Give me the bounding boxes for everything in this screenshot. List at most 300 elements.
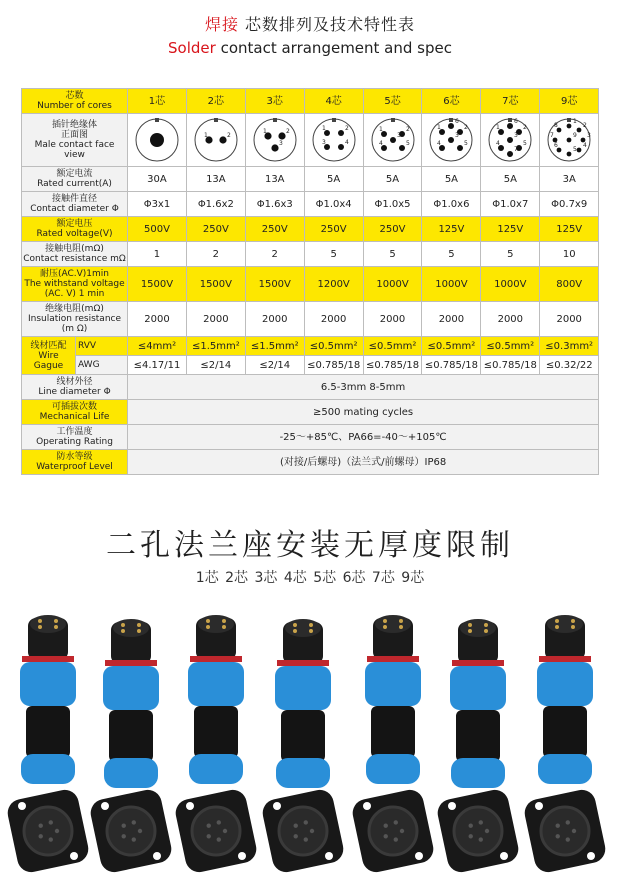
pin-dot — [399, 145, 405, 151]
pin-contact — [222, 619, 226, 623]
cell-insulation-4: 2000 — [304, 302, 363, 337]
cell-insulation-1: 2000 — [128, 302, 187, 337]
blue-rear-nut — [538, 754, 592, 784]
row-label-face_label — [22, 114, 128, 167]
blue-rear-nut — [451, 758, 505, 788]
pin-number: 9 — [573, 132, 578, 139]
socket-hole — [304, 837, 308, 841]
cell-voltage-4: 250V — [304, 217, 363, 242]
pin-dot — [507, 123, 513, 129]
pin-number: 7 — [550, 132, 555, 139]
label-line: 耐压(AC.V)1min — [39, 269, 110, 279]
pin-number: 6 — [554, 142, 559, 149]
socket-hole — [138, 829, 142, 833]
cell-current-2: 13A — [186, 167, 245, 192]
blue-rear-nut — [104, 758, 158, 788]
pin-contact — [468, 629, 472, 633]
title-cn — [0, 14, 620, 36]
pin-dot — [507, 137, 513, 143]
pin-number: 8 — [554, 122, 559, 129]
cores-line: 1芯 2芯 3芯 4芯 5芯 6芯 7芯 9芯 — [195, 570, 425, 586]
pin-layout-2 — [193, 117, 239, 163]
pin-number: 3 — [455, 132, 460, 139]
pin-contact — [293, 623, 297, 627]
pin-contact — [38, 625, 42, 629]
red-seal-ring — [539, 656, 591, 662]
label-line: 防水等级 — [56, 452, 93, 462]
cell-rvv-2: ≤1.5mm² — [186, 337, 245, 356]
socket-hole — [304, 820, 308, 824]
socket-hole — [310, 829, 314, 833]
pin-number: 5 — [464, 140, 469, 147]
pin-contact — [555, 625, 559, 629]
pin-contact — [468, 623, 472, 627]
red-seal-ring — [190, 656, 242, 662]
label-line: Rated current(A) — [37, 179, 112, 189]
pin-number: 6 — [514, 118, 519, 125]
label-line: The withstand voltage — [24, 279, 125, 289]
cell-withstand-8: 800V — [540, 267, 599, 302]
mount-hole — [70, 852, 78, 860]
pin-number: 2 — [226, 132, 231, 139]
cell-rvv-1: ≤4mm² — [128, 337, 187, 356]
socket-hole — [394, 837, 398, 841]
pin-dot — [567, 152, 572, 157]
blue-coupling-nut — [188, 662, 244, 706]
face-view-4 — [304, 114, 363, 167]
blue-coupling-nut — [537, 662, 593, 706]
face-view-8 — [540, 114, 599, 167]
cell-withstand-1: 1500V — [128, 267, 187, 302]
cell-withstand-2: 1500V — [186, 267, 245, 302]
pin-dot — [271, 144, 278, 151]
label-line: Wire — [38, 350, 59, 361]
pin-dot — [448, 137, 454, 143]
face-view-7 — [481, 114, 540, 167]
pin-contact — [309, 623, 313, 627]
socket-face — [24, 807, 72, 855]
label-line: 绝缘电阻(mΩ) — [45, 304, 104, 314]
blue-rear-nut — [21, 754, 75, 784]
cell-cores-7: 7芯 — [481, 89, 540, 114]
row-label-withstand_label — [22, 267, 128, 302]
cell-cores-1: 1芯 — [128, 89, 187, 114]
cell-rvv-7: ≤0.5mm² — [481, 337, 540, 356]
pin-contact — [222, 625, 226, 629]
pin-contact — [206, 625, 210, 629]
cell-voltage-6: 125V — [422, 217, 481, 242]
socket-hole — [207, 834, 211, 838]
socket-hole — [294, 824, 298, 828]
pin-contact — [383, 619, 387, 623]
row-rvv — [22, 337, 599, 356]
pin-dot — [567, 124, 572, 129]
pin-contact — [399, 619, 403, 623]
cell-insulation-6: 2000 — [422, 302, 481, 337]
cell-insulation-7: 2000 — [481, 302, 540, 337]
cell-resistance-6: 5 — [422, 242, 481, 267]
cell-resistance-5: 5 — [363, 242, 422, 267]
cell-withstand-5: 1000V — [363, 267, 422, 302]
cell-awg-1: ≤4.17/11 — [128, 356, 187, 375]
cell-rvv-6: ≤0.5mm² — [422, 337, 481, 356]
socket-hole — [217, 837, 221, 841]
pin-contact — [293, 629, 297, 633]
red-seal-ring — [22, 656, 74, 662]
pin-number: 1 — [203, 132, 208, 139]
pin-number: 3 — [514, 132, 519, 139]
rvv-label: RVV — [76, 337, 128, 356]
pin-number: 2 — [523, 124, 528, 131]
key-notch — [155, 118, 159, 122]
cell-diameter-3: Φ1.6x3 — [245, 192, 304, 217]
pin-dot — [577, 148, 582, 153]
socket-hole — [132, 837, 136, 841]
cell-awg-2: ≤2/14 — [186, 356, 245, 375]
label-line: 芯数 — [65, 91, 84, 101]
title-en — [0, 38, 620, 58]
cell-current-7: 5A — [481, 167, 540, 192]
cell-diameter-6: Φ1.0x6 — [422, 192, 481, 217]
black-body — [109, 710, 153, 762]
socket-hole — [479, 820, 483, 824]
pin-layout-6 — [428, 117, 474, 163]
plug-connector-5 — [350, 615, 436, 875]
key-notch — [273, 118, 277, 122]
socket-hole — [39, 824, 43, 828]
cell-waterproof_value: (对接/后螺母)（法兰式/前螺母）IP68 — [128, 450, 599, 475]
socket-hole — [479, 837, 483, 841]
pin-contact — [137, 623, 141, 627]
cell-cores-6: 6芯 — [422, 89, 481, 114]
pin-number: 4 — [583, 142, 588, 149]
label-line: Mechanical Life — [39, 412, 110, 422]
cell-withstand-3: 1500V — [245, 267, 304, 302]
cell-resistance-1: 1 — [128, 242, 187, 267]
socket-hole — [566, 837, 570, 841]
label-line: Insulation resistance — [27, 314, 122, 324]
socket-hole — [49, 820, 53, 824]
red-seal-ring — [105, 660, 157, 666]
plug-face — [285, 619, 321, 637]
cell-awg-7: ≤0.785/18 — [481, 356, 540, 375]
row-mech_value — [22, 400, 599, 425]
red-seal-ring — [277, 660, 329, 666]
pin-contact — [484, 623, 488, 627]
pin-number: 2 — [344, 125, 349, 132]
cell-diameter-5: Φ1.0x5 — [363, 192, 422, 217]
black-body — [26, 706, 70, 758]
socket-hole — [384, 834, 388, 838]
pin-number: 3 — [278, 140, 283, 147]
pin-contact — [399, 625, 403, 629]
mount-hole — [500, 852, 508, 860]
label-line: 额定电流 — [56, 169, 93, 179]
row-diameter — [22, 192, 599, 217]
label-line: Number of cores — [37, 101, 112, 111]
socket-hole — [207, 824, 211, 828]
key-notch — [567, 118, 571, 122]
pin-number: 4 — [437, 140, 442, 147]
spec-table — [21, 88, 599, 475]
cell-current-3: 13A — [245, 167, 304, 192]
cell-diameter-4: Φ1.0x4 — [304, 192, 363, 217]
row-withstand — [22, 267, 599, 302]
pin-dot — [150, 133, 164, 147]
mount-hole — [153, 852, 161, 860]
label-line: Contact diameter Φ — [30, 204, 119, 214]
cell-cores-4: 4芯 — [304, 89, 363, 114]
pin-contact — [137, 629, 141, 633]
blue-rear-nut — [366, 754, 420, 784]
cell-current-1: 30A — [128, 167, 187, 192]
pin-number: 1 — [573, 118, 578, 125]
face-view-3 — [245, 114, 304, 167]
cell-voltage-1: 500V — [128, 217, 187, 242]
row-label-line_dia_label — [22, 375, 128, 400]
pin-number: 1 — [262, 128, 267, 135]
mount-hole — [18, 802, 26, 810]
socket-hole — [485, 829, 489, 833]
label-line: Operating Rating — [36, 437, 113, 447]
pin-number: 4 — [496, 140, 501, 147]
plug-face — [547, 615, 583, 633]
row-label-resistance_label — [22, 242, 128, 267]
socket-hole — [55, 829, 59, 833]
label-line: 接触电阻(mΩ) — [45, 244, 104, 254]
pin-number: 2 — [464, 124, 469, 131]
cell-cores-5: 5芯 — [363, 89, 422, 114]
pin-contact — [121, 623, 125, 627]
key-notch — [508, 118, 512, 122]
plug-face — [198, 615, 234, 633]
pin-dot — [448, 123, 454, 129]
socket-hole — [122, 834, 126, 838]
pin-contact — [571, 619, 575, 623]
slogan: 二孔法兰座安装无厚度限制 — [106, 528, 514, 563]
pin-dot — [507, 151, 513, 157]
cell-awg-8: ≤0.32/22 — [540, 356, 599, 375]
cell-voltage-5: 250V — [363, 217, 422, 242]
socket-hole — [294, 834, 298, 838]
header — [0, 14, 620, 58]
pin-layout-8 — [546, 117, 592, 163]
label-line: Rated voltage(V) — [36, 229, 113, 239]
socket-face — [192, 807, 240, 855]
mount-hole — [325, 852, 333, 860]
pin-number: 2 — [285, 128, 290, 135]
label-line: Gague — [33, 360, 64, 371]
plug-connector-4 — [260, 619, 346, 875]
row-label-temp_label — [22, 425, 128, 450]
cell-insulation-3: 2000 — [245, 302, 304, 337]
cell-current-4: 5A — [304, 167, 363, 192]
pin-number: 4 — [378, 140, 383, 147]
row-cores — [22, 89, 599, 114]
label-line: 插针绝缘体 — [52, 120, 98, 130]
row-label-wire — [22, 337, 76, 375]
pin-dot — [278, 132, 285, 139]
socket-face — [107, 807, 155, 855]
cell-withstand-6: 1000V — [422, 267, 481, 302]
row-label-insulation_label — [22, 302, 128, 337]
socket-face — [369, 807, 417, 855]
pin-contact — [484, 629, 488, 633]
plug-face — [113, 619, 149, 637]
pin-contact — [121, 629, 125, 633]
pin-number: 3 — [321, 139, 326, 146]
socket-hole — [572, 829, 576, 833]
pin-dot — [577, 128, 582, 133]
pin-layout-1 — [134, 117, 180, 163]
socket-hole — [384, 824, 388, 828]
row-line_dia_value — [22, 375, 599, 400]
insulator-outline — [195, 119, 237, 161]
title-cn-highlight: 焊接 — [204, 15, 239, 34]
socket-face — [541, 807, 589, 855]
cell-cores-3: 3芯 — [245, 89, 304, 114]
face-view-1 — [128, 114, 187, 167]
black-body — [194, 706, 238, 758]
face-view-5 — [363, 114, 422, 167]
cell-resistance-4: 5 — [304, 242, 363, 267]
red-seal-ring — [367, 656, 419, 662]
pin-number: 1 — [496, 124, 501, 131]
row-label-current_label — [22, 167, 128, 192]
pin-number: 4 — [344, 139, 349, 146]
mount-hole — [101, 802, 109, 810]
socket-hole — [39, 834, 43, 838]
socket-hole — [49, 837, 53, 841]
cell-resistance-2: 2 — [186, 242, 245, 267]
pin-number: 5 — [523, 140, 528, 147]
blue-coupling-nut — [103, 666, 159, 710]
cell-line_dia_value: 6.5-3mm 8-5mm — [128, 375, 599, 400]
label-line: Waterproof Level — [36, 462, 113, 472]
mount-hole — [535, 802, 543, 810]
mount-hole — [587, 852, 595, 860]
cell-diameter-7: Φ1.0x7 — [481, 192, 540, 217]
pin-dot — [219, 136, 226, 143]
cell-insulation-8: 2000 — [540, 302, 599, 337]
pin-number: 3 — [587, 132, 592, 139]
pin-number: 2 — [405, 126, 410, 133]
pin-dot — [338, 130, 344, 136]
label-line: 线材外径 — [56, 377, 93, 387]
cell-withstand-4: 1200V — [304, 267, 363, 302]
label-line: Male contact face — [34, 140, 115, 150]
pin-contact — [206, 619, 210, 623]
row-label-diameter_label — [22, 192, 128, 217]
label-line: 可插拔次数 — [52, 402, 98, 412]
cell-mech_value: ≥500 mating cycles — [128, 400, 599, 425]
pin-layout-7 — [487, 117, 533, 163]
label-line: 工作温度 — [56, 427, 93, 437]
cell-diameter-8: Φ0.7x9 — [540, 192, 599, 217]
pin-dot — [567, 138, 572, 143]
pin-dot — [338, 144, 344, 150]
plug-connector-6 — [435, 619, 521, 875]
cell-insulation-2: 2000 — [186, 302, 245, 337]
cell-temp_value: -25～+85℃、PA66=-40～+105℃ — [128, 425, 599, 450]
plug-connector-3 — [173, 615, 259, 875]
pin-dot — [457, 145, 463, 151]
pin-layout-4 — [311, 117, 357, 163]
plug-connector-7 — [522, 615, 608, 875]
cell-awg-3: ≤2/14 — [245, 356, 304, 375]
socket-hole — [394, 820, 398, 824]
row-voltage — [22, 217, 599, 242]
row-resistance — [22, 242, 599, 267]
plug-connector-2 — [88, 619, 174, 875]
cell-voltage-3: 250V — [245, 217, 304, 242]
pin-number: 6 — [455, 118, 460, 125]
row-label-mech_label — [22, 400, 128, 425]
cell-current-8: 3A — [540, 167, 599, 192]
plug-face — [30, 615, 66, 633]
awg-label: AWG — [76, 356, 128, 375]
product-photo — [0, 604, 620, 894]
blue-rear-nut — [276, 758, 330, 788]
title-en-highlight: Solder — [168, 39, 216, 57]
cell-cores-8: 9芯 — [540, 89, 599, 114]
socket-hole — [132, 820, 136, 824]
blue-coupling-nut — [365, 662, 421, 706]
cell-rvv-4: ≤0.5mm² — [304, 337, 363, 356]
cell-rvv-5: ≤0.5mm² — [363, 337, 422, 356]
mount-hole — [273, 802, 281, 810]
pin-dot — [390, 137, 396, 143]
cell-awg-4: ≤0.785/18 — [304, 356, 363, 375]
pin-contact — [555, 619, 559, 623]
socket-hole — [566, 820, 570, 824]
pin-number: 5 — [573, 146, 578, 153]
cell-resistance-8: 10 — [540, 242, 599, 267]
blue-coupling-nut — [450, 666, 506, 710]
cell-voltage-7: 125V — [481, 217, 540, 242]
cell-resistance-7: 5 — [481, 242, 540, 267]
pin-layout-3 — [252, 117, 298, 163]
black-body — [371, 706, 415, 758]
label-line: 线材匹配 — [30, 340, 67, 351]
cell-rvv-3: ≤1.5mm² — [245, 337, 304, 356]
pin-number: 1 — [321, 125, 326, 132]
label-line: 接触件直径 — [52, 194, 98, 204]
socket-hole — [469, 834, 473, 838]
row-current — [22, 167, 599, 192]
pin-layout-5 — [370, 117, 416, 163]
socket-hole — [556, 824, 560, 828]
title-cn-rest: 芯数排列及技术特性表 — [245, 15, 416, 34]
row-face — [22, 114, 599, 167]
pin-number: 7 — [514, 146, 519, 153]
cell-rvv-8: ≤0.3mm² — [540, 337, 599, 356]
mount-hole — [415, 852, 423, 860]
row-label-voltage_label — [22, 217, 128, 242]
socket-face — [454, 807, 502, 855]
cell-awg-6: ≤0.785/18 — [422, 356, 481, 375]
insulator-outline — [254, 119, 296, 161]
pin-number: 1 — [378, 126, 383, 133]
mount-hole — [238, 852, 246, 860]
label-line: Line diameter Φ — [38, 387, 111, 397]
socket-hole — [217, 820, 221, 824]
socket-hole — [556, 834, 560, 838]
label-line: (AC. V) 1 min — [44, 289, 105, 299]
row-label-cores_label — [22, 89, 128, 114]
plug-face — [460, 619, 496, 637]
blue-rear-nut — [189, 754, 243, 784]
